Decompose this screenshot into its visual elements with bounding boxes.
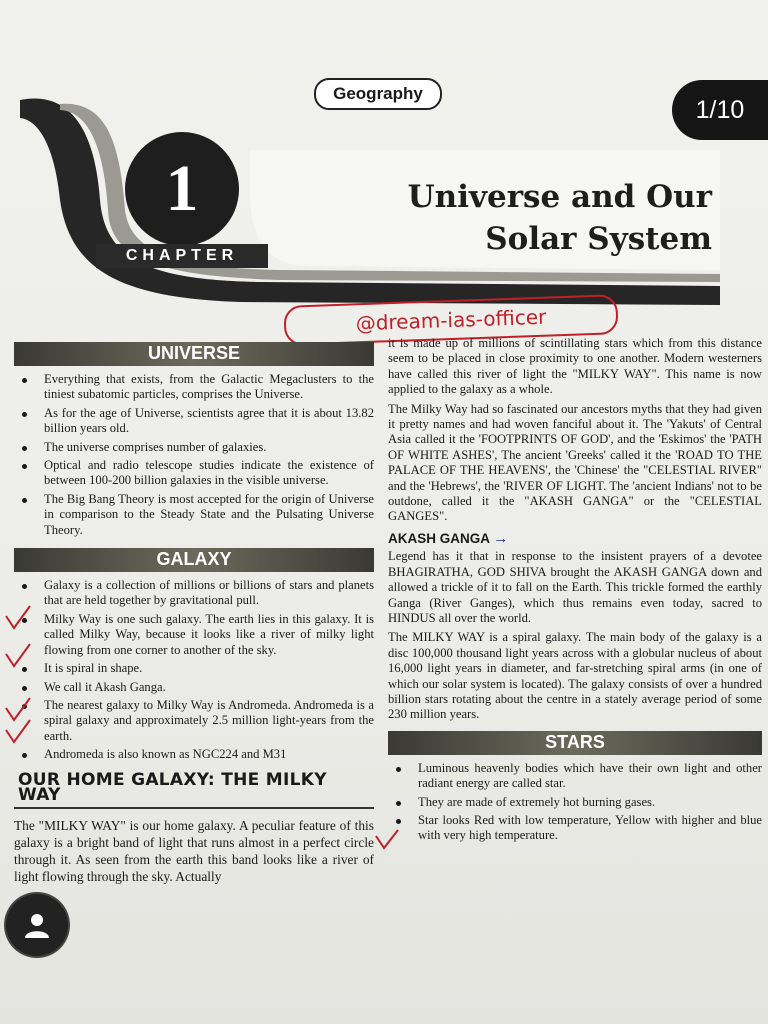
home-galaxy-heading: OUR HOME GALAXY: THE MILKY WAY — [14, 769, 374, 810]
akash-ganga-heading — [388, 531, 762, 546]
list-item: Everything that exists, from the Galactic Megaclusters to the tiniest subatomic particles, comprises the Universe. — [14, 372, 374, 403]
list-item: Luminous heavenly bodies which have their own light and other radiant energy are called star. — [388, 761, 762, 792]
list-item: Galaxy is a collection of millions or billions of stars and planets that are held together by gravitational pull. — [14, 578, 374, 609]
page-counter: 1/10 — [672, 80, 768, 140]
milky-way-names: The Milky Way had so fascinated our ancestors myths that they had given it pretty names and had woven fanciful about it. The 'Yakuts' of Central Asia called it the 'FOOTPRINTS OF GOD', and the 'Eskimos' the 'PATH OF WHITE ASHES', The ancient 'Greeks' called it the 'ROAD TO THE PALACE OF THE HEAVENS', the 'Chinese' the "CELESTIAL RIVER" and the 'Hebrews', the 'RIVER OF LIGHT. The 'ancient Indians' not to be outdone, called it the "AKASH GANGA" or the "CELESTIAL GANGES". — [388, 401, 762, 524]
chapter-title-line2: Solar System — [485, 221, 712, 257]
stars-heading: STARS — [388, 731, 762, 755]
list-item: They are made of extremely hot burning gases. — [388, 795, 762, 810]
list-item: It is spiral in shape. — [14, 661, 374, 676]
universe-heading: UNIVERSE — [14, 342, 374, 366]
arrow-right-icon: → — [493, 529, 509, 547]
list-item: The nearest galaxy to Milky Way is Andromeda. Andromeda is a spiral galaxy and approximately 2.5 million light-years from the earth. — [14, 698, 374, 744]
home-galaxy-text: The "MILKY WAY" is our home galaxy. A peculiar feature of this galaxy is a bright band of light that runs almost in a perfect circle through it. As seen from the earth this band looks like a river of light flowing through the sky. Actually — [14, 818, 374, 885]
chapter-number: 1 — [165, 152, 199, 225]
list-item: Milky Way is one such galaxy. The earth lies in this galaxy. It is called Milky Way, because it looks like a river of milky light flowing from one corner to another of the sky. — [14, 612, 374, 658]
chapter-title-line1: Universe and Our — [407, 179, 712, 215]
list-item: Optical and radio telescope studies indicate the existence of between 100-200 billion galaxies in the visible universe. — [14, 458, 374, 489]
galaxy-heading: GALAXY — [14, 548, 374, 572]
akash-ganga-legend: Legend has it that in response to the insistent prayers of a devotee BHAGIRATHA, GOD SHIVA brought the AKASH GANGA down and allowed a trickle of it to fall on the Earth. This trickle formed the earthly Ganga (River Ganges), which thus remains even today, sacred to HINDUS all over the world. — [388, 549, 762, 625]
left-column — [14, 338, 374, 889]
handwritten-watermark: @dream-ias-officer — [283, 294, 618, 346]
chapter-title — [380, 176, 712, 260]
user-avatar-button[interactable] — [6, 894, 68, 956]
galaxy-list — [14, 578, 374, 762]
list-item: As for the age of Universe, scientists agree that it is about 13.82 billion years old. — [14, 406, 374, 437]
list-item: We call it Akash Ganga. — [14, 680, 374, 695]
stars-list — [388, 761, 762, 844]
user-icon — [22, 910, 52, 940]
universe-list — [14, 372, 374, 538]
milky-way-intro: it is made up of millions of scintillating stars which from this distance seem to be placed in close proximity to one another. Modern westerners have called this river of light the "MILKY WAY". This name is now applied to the galaxy as a whole. — [388, 336, 762, 397]
akash-ganga-heading-text: AKASH GANGA — [388, 530, 490, 546]
list-item: Andromeda is also known as NGC224 and M31 — [14, 747, 374, 762]
chapter-label: CHAPTER — [96, 244, 268, 268]
check-mark-icon — [372, 826, 402, 856]
milky-way-structure: The MILKY WAY is a spiral galaxy. The main body of the galaxy is a disc 100,000 thousand light years across with a globular nucleus of about 16,000 light years in diameter, and far-stretching spiral arms (in one of which our solar system is located). The galaxy consists of over a hundred billion stars rotating about the centre in a stately average period of some 230 million years. — [388, 630, 762, 722]
right-column — [388, 336, 762, 847]
check-marks-icon — [0, 600, 40, 750]
subject-badge: Geography — [314, 78, 442, 110]
list-item: Star looks Red with low temperature, Yellow with higher and blue with very high temperature. — [388, 813, 762, 844]
list-item: The Big Bang Theory is most accepted for the origin of Universe in comparison to the Steady State and the Pulsating Universe Theory. — [14, 492, 374, 538]
list-item: The universe comprises number of galaxies. — [14, 440, 374, 455]
